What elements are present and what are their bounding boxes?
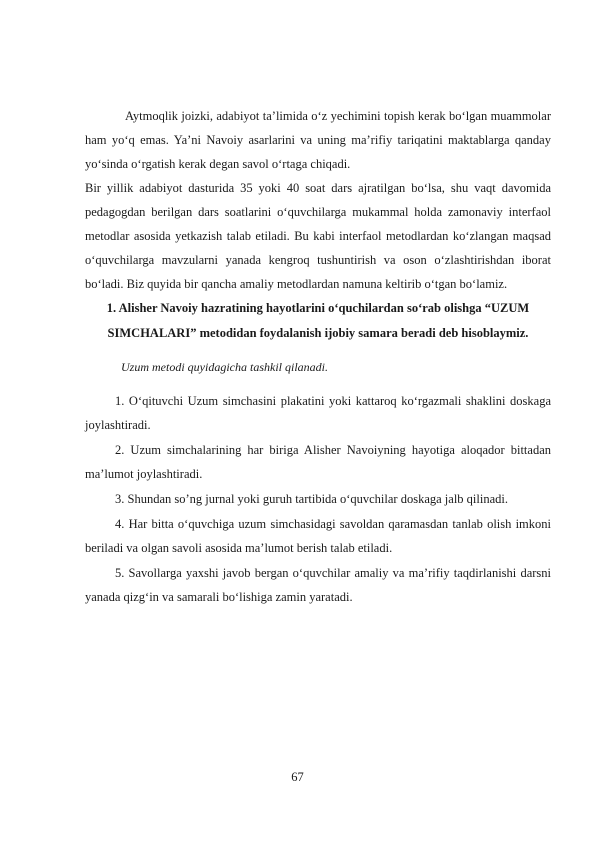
body-paragraph: Bir yillik adabiyot dasturida 35 yoki 40 soat dars ajratilgan bo‘lsa, shu vaqt davomida pedagogdan berilgan dars soatlarini o‘quvchilarga mukammal holda zamonaviy interfaol metodlar asosida yetkazish talab etiladi. Bu kabi interfaol metodlardan ko‘zlangan maqsad o‘quvchilarga mavzularni yanada kengroq tushuntirish va oson o‘zlashtirishdan iborat bo‘ladi. Biz quyida bir qancha amaliy metodlardan namuna keltirib o‘tgan bo‘lamiz. [85, 181, 551, 291]
step-item-2: 2. Uzum simchalarining har biriga Alisher Navoiyning hayotiga aloqador bittadan ma’lumot joylashtiradi. [85, 443, 551, 481]
section-heading: 1. Alisher Navoiy hazratining hayotlarini o‘quchilardan so‘rab olishga “UZUM SIMCHALARI” metodidan foydalanish ijobiy samara beradi deb hisoblaymiz. [106, 301, 530, 340]
document-page [85, 104, 551, 609]
step-item-3: 3. Shundan so’ng jurnal yoki guruh tartibida o‘quvchilar doskaga jalb qilinadi. [115, 492, 508, 506]
step-item-5: 5. Savollarga yaxshi javob bergan o‘quvchilar amaliy va ma’rifiy taqdirlanishi darsni yanada qizg‘in va samarali bo‘lishiga zamin yaratadi. [85, 566, 551, 604]
step-item-1: 1. O‘qituvchi Uzum simchasini plakatini yoki kattaroq ko‘rgazmali shaklini doskaga joylashtiradi. [85, 394, 551, 432]
method-intro: Uzum metodi quyidagicha tashkil qilanadi. [121, 360, 328, 374]
intro-paragraph: Aytmoqlik joizki, adabiyot ta’limida o‘z yechimini topish kerak bo‘lgan muammolar ham yo‘q emas. Ya’ni Navoiy asarlarini va uning ma’rifiy tariqatini maktablarga qanday yo‘sinda o‘rgatish kerak degan savol o‘rtaga chiqadi. [85, 109, 551, 171]
page-number: 67 [291, 770, 304, 784]
step-item-4: 4. Har bitta o‘quvchiga uzum simchasidagi savoldan qaramasdan tanlab olish imkoni beriladi va olgan savoli asosida ma’lumot berish talab etiladi. [85, 517, 551, 555]
